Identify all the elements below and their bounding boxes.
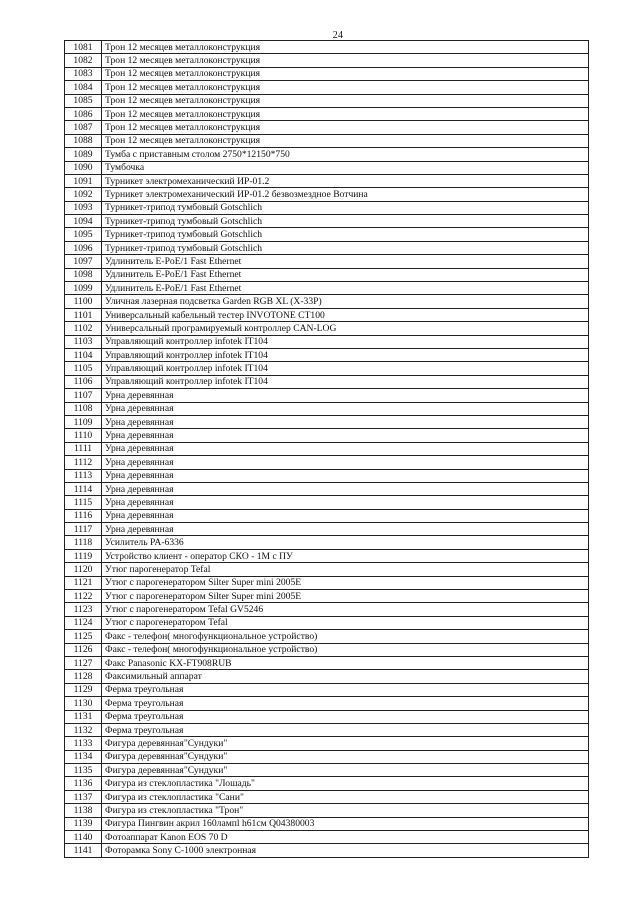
item-name-cell: Удлинитель E-PoE/1 Fast Ethernet <box>102 282 589 295</box>
row-number-cell: 1117 <box>65 523 102 536</box>
table-row <box>65 777 589 790</box>
item-name-cell: Урна деревянная <box>102 496 589 509</box>
item-name-cell: Утюг с парогенератором Tefal GV5246 <box>102 603 589 616</box>
item-name-cell: Турникет-трипод тумбовый Gotschlich <box>102 241 589 254</box>
row-number-cell: 1082 <box>65 54 102 67</box>
row-number-cell: 1128 <box>65 670 102 683</box>
item-name-cell: Факс - телефон( многофункциональное устройство) <box>102 630 589 643</box>
table-row <box>65 375 589 388</box>
row-number-cell: 1085 <box>65 94 102 107</box>
row-number-cell: 1111 <box>65 442 102 455</box>
table-row <box>65 335 589 348</box>
table-row <box>65 523 589 536</box>
table-row <box>65 241 589 254</box>
row-number-cell: 1118 <box>65 536 102 549</box>
row-number-cell: 1132 <box>65 723 102 736</box>
row-number-cell: 1107 <box>65 389 102 402</box>
item-name-cell: Урна деревянная <box>102 523 589 536</box>
row-number-cell: 1138 <box>65 804 102 817</box>
item-name-cell: Фигура из стеклопластика "Трон" <box>102 804 589 817</box>
item-name-cell: Универсальный кабельный тестер INVOTONE CT100 <box>102 308 589 321</box>
row-number-cell: 1093 <box>65 201 102 214</box>
item-name-cell: Урна деревянная <box>102 456 589 469</box>
item-name-cell: Удлинитель E-PoE/1 Fast Ethernet <box>102 268 589 281</box>
item-name-cell: Трон 12 месяцев металлоконструкция <box>102 107 589 120</box>
table-row <box>65 268 589 281</box>
table-row <box>65 442 589 455</box>
item-name-cell: Фигура из стеклопластика "Сани" <box>102 790 589 803</box>
table-row <box>65 482 589 495</box>
item-name-cell: Турникет электромеханический ИР-01.2 <box>102 174 589 187</box>
table-row <box>65 322 589 335</box>
row-number-cell: 1134 <box>65 750 102 763</box>
item-name-cell: Управляющий контроллер infotek IT104 <box>102 348 589 361</box>
table-row <box>65 94 589 107</box>
row-number-cell: 1087 <box>65 121 102 134</box>
table-row <box>65 670 589 683</box>
table-row <box>65 81 589 94</box>
row-number-cell: 1115 <box>65 496 102 509</box>
table-row <box>65 107 589 120</box>
row-number-cell: 1127 <box>65 656 102 669</box>
table-row <box>65 643 589 656</box>
table-row <box>65 549 589 562</box>
table-row <box>65 469 589 482</box>
item-name-cell: Трон 12 месяцев металлоконструкция <box>102 54 589 67</box>
item-name-cell: Турникет-трипод тумбовый Gotschlich <box>102 228 589 241</box>
table-row <box>65 54 589 67</box>
item-name-cell: Управляющий контроллер infotek IT104 <box>102 375 589 388</box>
row-number-cell: 1116 <box>65 509 102 522</box>
item-name-cell: Управляющий контроллер infotek IT104 <box>102 362 589 375</box>
inventory-table <box>64 40 589 858</box>
row-number-cell: 1130 <box>65 697 102 710</box>
item-name-cell: Ферма треугольная <box>102 710 589 723</box>
row-number-cell: 1103 <box>65 335 102 348</box>
item-name-cell: Утюг парогенератор Tefal <box>102 563 589 576</box>
table-row <box>65 362 589 375</box>
item-name-cell: Фотоаппарат Kanon EOS 70 D <box>102 831 589 844</box>
table-row <box>65 817 589 830</box>
table-row <box>65 67 589 80</box>
table-row <box>65 348 589 361</box>
item-name-cell: Управляющий контроллер infotek IT104 <box>102 335 589 348</box>
table-row <box>65 590 589 603</box>
item-name-cell: Утюг с парогенератором Silter Super mini 2005E <box>102 590 589 603</box>
item-name-cell: Устройство клиент - оператор СКО - 1М с ПУ <box>102 549 589 562</box>
inventory-table-body <box>65 41 589 858</box>
table-row <box>65 415 589 428</box>
table-row <box>65 831 589 844</box>
table-row <box>65 161 589 174</box>
row-number-cell: 1126 <box>65 643 102 656</box>
item-name-cell: Утюг с парогенератором Silter Super mini 2005E <box>102 576 589 589</box>
item-name-cell: Урна деревянная <box>102 389 589 402</box>
row-number-cell: 1084 <box>65 81 102 94</box>
table-row <box>65 295 589 308</box>
table-row <box>65 456 589 469</box>
item-name-cell: Факсимильный аппарат <box>102 670 589 683</box>
row-number-cell: 1101 <box>65 308 102 321</box>
item-name-cell: Факс - телефон( многофункциональное устройство) <box>102 643 589 656</box>
item-name-cell: Турникет электромеханический ИР-01.2 безвозмездное Вотчина <box>102 188 589 201</box>
item-name-cell: Турникет-трипод тумбовый Gotschlich <box>102 215 589 228</box>
item-name-cell: Тумба с приставным столом 2750*12150*750 <box>102 148 589 161</box>
table-row <box>65 804 589 817</box>
item-name-cell: Урна деревянная <box>102 482 589 495</box>
item-name-cell: Усилитель PA-6336 <box>102 536 589 549</box>
item-name-cell: Тумбочка <box>102 161 589 174</box>
item-name-cell: Трон 12 месяцев металлоконструкция <box>102 121 589 134</box>
table-row <box>65 737 589 750</box>
item-name-cell: Фигура деревянная"Сундуки" <box>102 737 589 750</box>
item-name-cell: Ферма треугольная <box>102 723 589 736</box>
item-name-cell: Удлинитель E-PoE/1 Fast Ethernet <box>102 255 589 268</box>
row-number-cell: 1088 <box>65 134 102 147</box>
row-number-cell: 1129 <box>65 683 102 696</box>
row-number-cell: 1113 <box>65 469 102 482</box>
table-row <box>65 563 589 576</box>
row-number-cell: 1092 <box>65 188 102 201</box>
table-row <box>65 402 589 415</box>
row-number-cell: 1112 <box>65 456 102 469</box>
table-row <box>65 844 589 857</box>
row-number-cell: 1122 <box>65 590 102 603</box>
item-name-cell: Ферма треугольная <box>102 697 589 710</box>
row-number-cell: 1140 <box>65 831 102 844</box>
row-number-cell: 1141 <box>65 844 102 857</box>
row-number-cell: 1081 <box>65 41 102 54</box>
row-number-cell: 1098 <box>65 268 102 281</box>
row-number-cell: 1137 <box>65 790 102 803</box>
item-name-cell: Фоторамка Sony C-1000 электронная <box>102 844 589 857</box>
table-row <box>65 255 589 268</box>
row-number-cell: 1109 <box>65 415 102 428</box>
row-number-cell: 1104 <box>65 348 102 361</box>
item-name-cell: Фигура Пингвин акрил 160лампl h61см Q04380003 <box>102 817 589 830</box>
item-name-cell: Урна деревянная <box>102 402 589 415</box>
page-number: 24 <box>332 30 344 41</box>
item-name-cell: Урна деревянная <box>102 429 589 442</box>
table-row <box>65 308 589 321</box>
row-number-cell: 1139 <box>65 817 102 830</box>
item-name-cell: Фигура из стеклопластика "Лошадь" <box>102 777 589 790</box>
row-number-cell: 1108 <box>65 402 102 415</box>
item-name-cell: Утюг с парогенератором Tefal <box>102 616 589 629</box>
row-number-cell: 1135 <box>65 764 102 777</box>
row-number-cell: 1086 <box>65 107 102 120</box>
item-name-cell: Урна деревянная <box>102 509 589 522</box>
item-name-cell: Универсальный програмируемый контроллер CAN-LOG <box>102 322 589 335</box>
item-name-cell: Трон 12 месяцев металлоконструкция <box>102 81 589 94</box>
table-row <box>65 282 589 295</box>
item-name-cell: Урна деревянная <box>102 415 589 428</box>
row-number-cell: 1133 <box>65 737 102 750</box>
row-number-cell: 1120 <box>65 563 102 576</box>
table-row <box>65 536 589 549</box>
table-row <box>65 174 589 187</box>
row-number-cell: 1090 <box>65 161 102 174</box>
row-number-cell: 1125 <box>65 630 102 643</box>
table-row <box>65 509 589 522</box>
table-row <box>65 389 589 402</box>
row-number-cell: 1097 <box>65 255 102 268</box>
row-number-cell: 1095 <box>65 228 102 241</box>
table-row <box>65 576 589 589</box>
table-row <box>65 750 589 763</box>
item-name-cell: Факс Panasonic KX-FT908RUB <box>102 656 589 669</box>
table-row <box>65 121 589 134</box>
row-number-cell: 1091 <box>65 174 102 187</box>
row-number-cell: 1136 <box>65 777 102 790</box>
table-row <box>65 188 589 201</box>
table-row <box>65 683 589 696</box>
table-row <box>65 697 589 710</box>
item-name-cell: Трон 12 месяцев металлоконструкция <box>102 41 589 54</box>
row-number-cell: 1114 <box>65 482 102 495</box>
row-number-cell: 1131 <box>65 710 102 723</box>
table-row <box>65 710 589 723</box>
item-name-cell: Ферма треугольная <box>102 683 589 696</box>
item-name-cell: Трон 12 месяцев металлоконструкция <box>102 67 589 80</box>
table-row <box>65 630 589 643</box>
table-row <box>65 764 589 777</box>
item-name-cell: Трон 12 месяцев металлоконструкция <box>102 94 589 107</box>
table-row <box>65 790 589 803</box>
table-row <box>65 656 589 669</box>
table-row <box>65 41 589 54</box>
table-row <box>65 603 589 616</box>
row-number-cell: 1121 <box>65 576 102 589</box>
table-row <box>65 148 589 161</box>
table-row <box>65 616 589 629</box>
row-number-cell: 1083 <box>65 67 102 80</box>
item-name-cell: Урна деревянная <box>102 469 589 482</box>
row-number-cell: 1119 <box>65 549 102 562</box>
table-row <box>65 228 589 241</box>
row-number-cell: 1094 <box>65 215 102 228</box>
item-name-cell: Турникет-трипод тумбовый Gotschlich <box>102 201 589 214</box>
item-name-cell: Урна деревянная <box>102 442 589 455</box>
row-number-cell: 1089 <box>65 148 102 161</box>
item-name-cell: Фигура деревянная"Сундуки" <box>102 750 589 763</box>
row-number-cell: 1100 <box>65 295 102 308</box>
table-row <box>65 215 589 228</box>
row-number-cell: 1105 <box>65 362 102 375</box>
row-number-cell: 1110 <box>65 429 102 442</box>
table-row <box>65 134 589 147</box>
table-row <box>65 723 589 736</box>
row-number-cell: 1124 <box>65 616 102 629</box>
row-number-cell: 1123 <box>65 603 102 616</box>
table-row <box>65 429 589 442</box>
row-number-cell: 1099 <box>65 282 102 295</box>
row-number-cell: 1106 <box>65 375 102 388</box>
item-name-cell: Уличная лазерная подсветка Garden RGB XL (X-33P) <box>102 295 589 308</box>
item-name-cell: Трон 12 месяцев металлоконструкция <box>102 134 589 147</box>
row-number-cell: 1102 <box>65 322 102 335</box>
item-name-cell: Фигура деревянная"Сундуки" <box>102 764 589 777</box>
row-number-cell: 1096 <box>65 241 102 254</box>
table-row <box>65 496 589 509</box>
table-row <box>65 201 589 214</box>
